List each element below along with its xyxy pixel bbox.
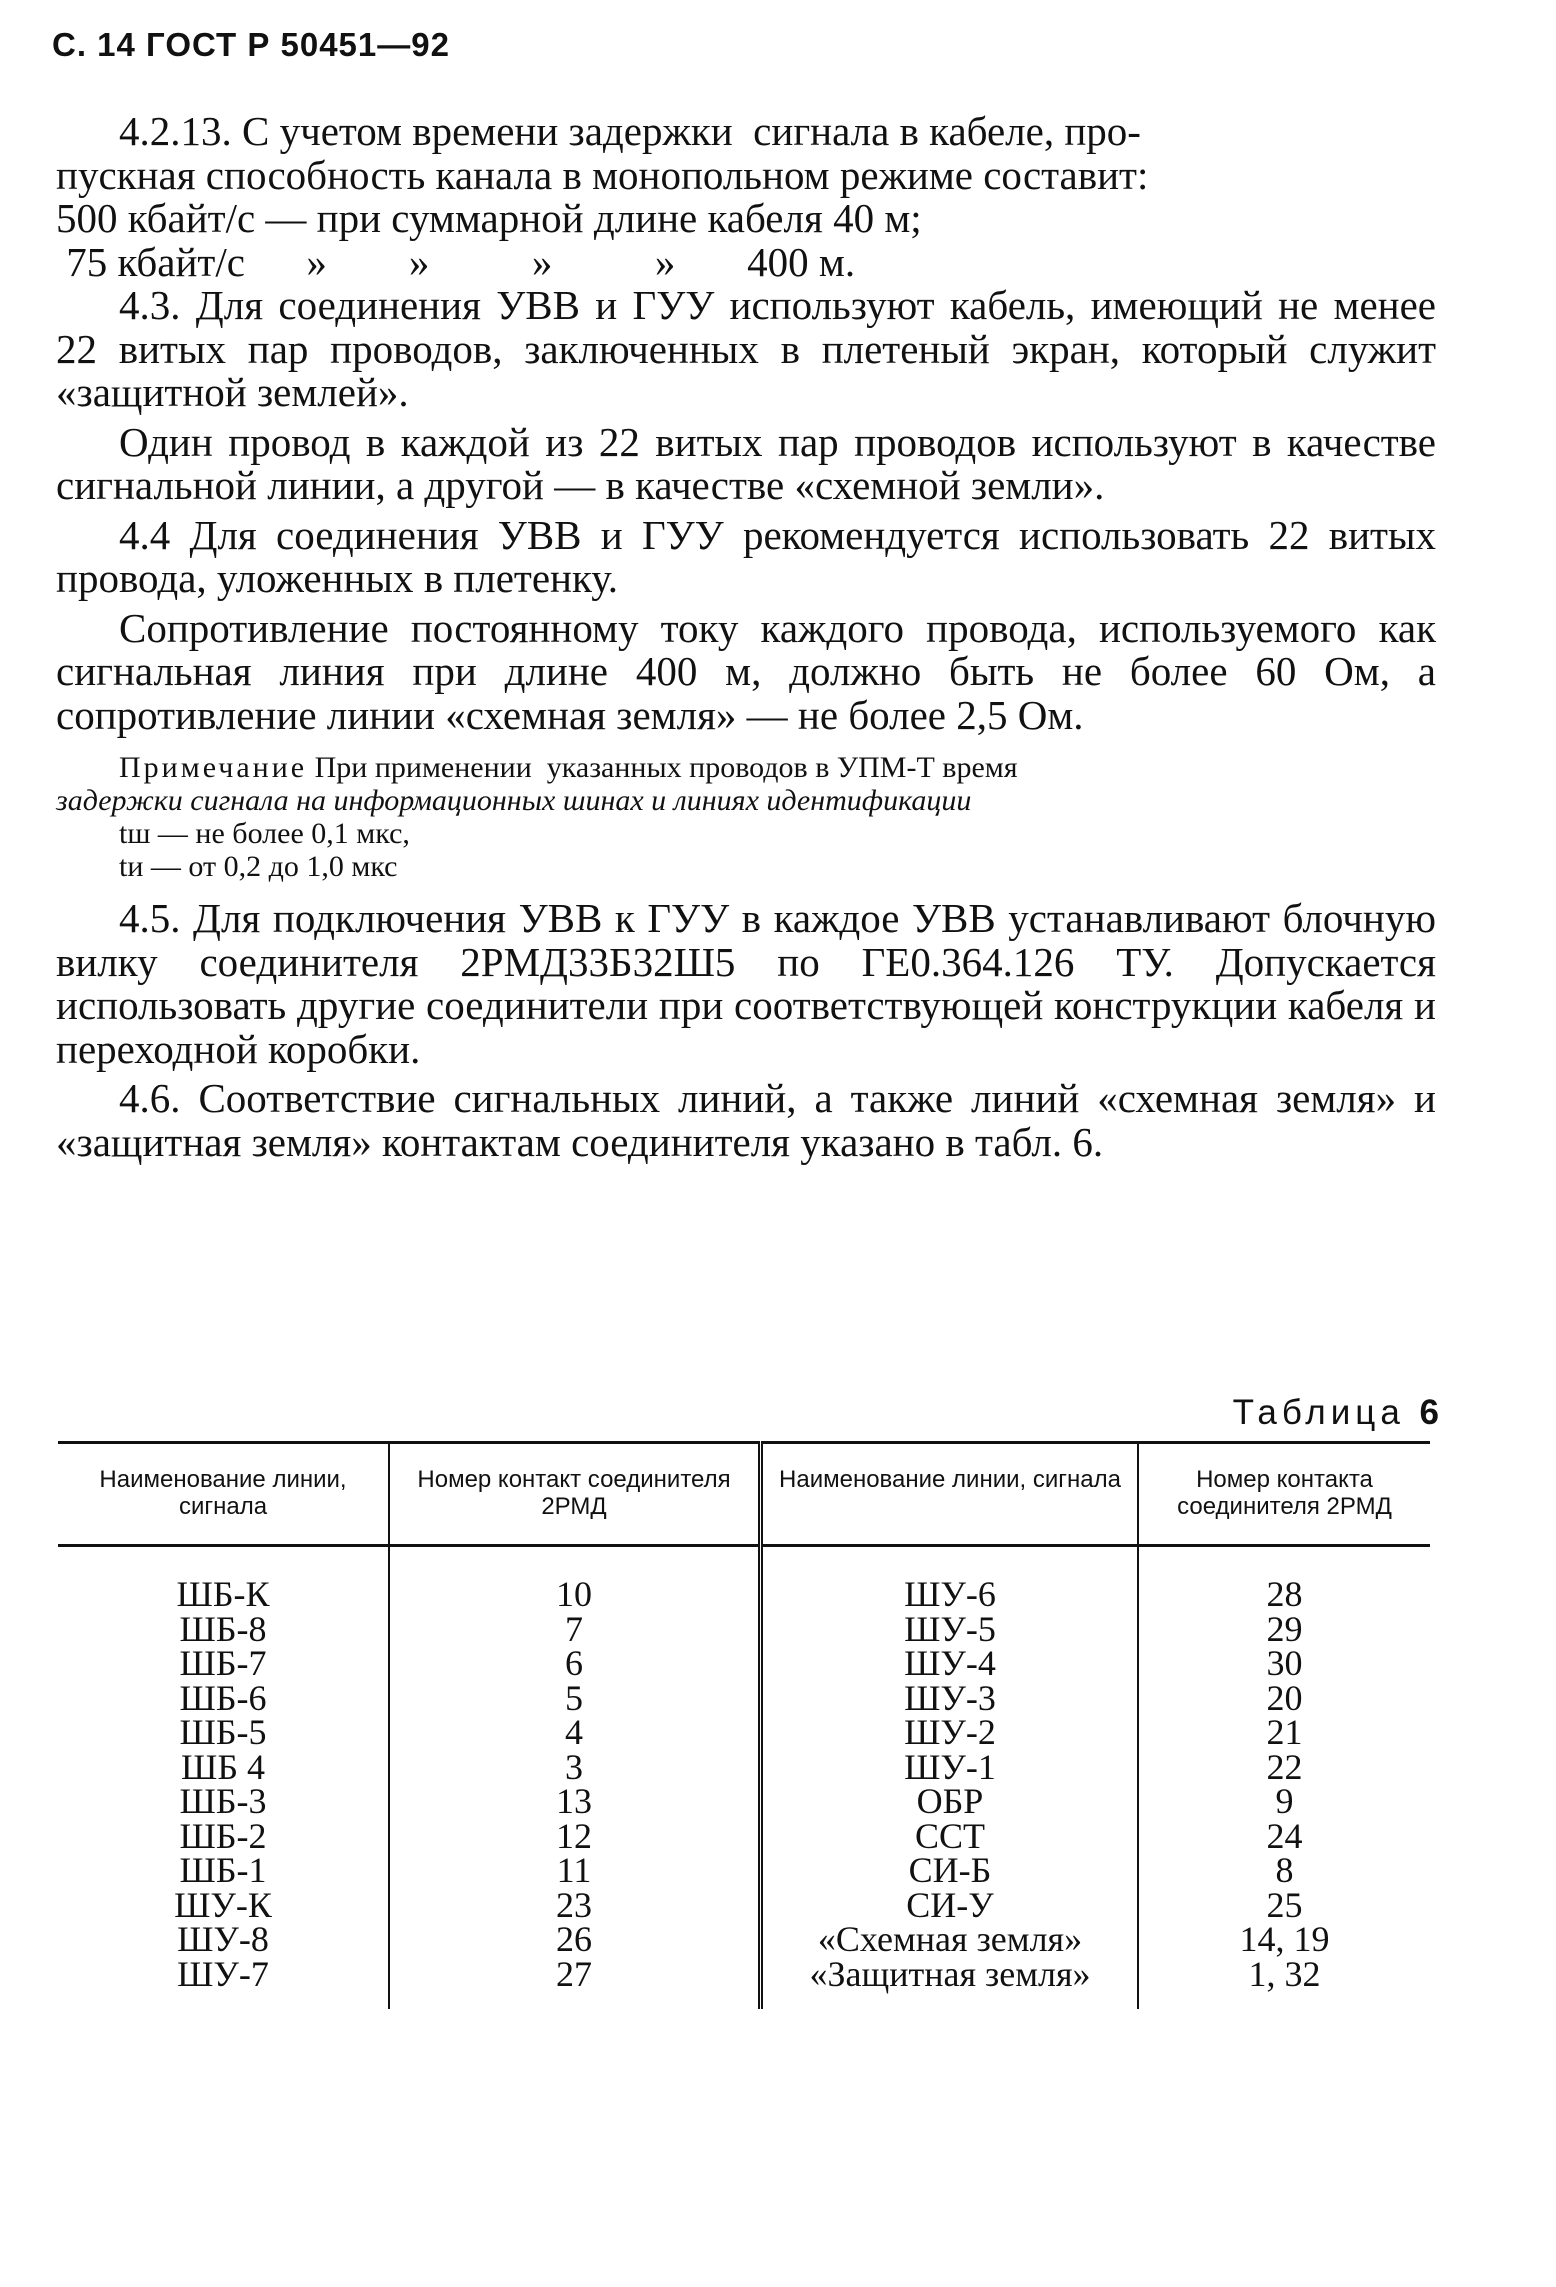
table-row bbox=[58, 1819, 1430, 1854]
para-4-2-13-line4: 75 кбайт/с » » » » 400 м. bbox=[56, 238, 856, 285]
para-4-3: 4.3. Для соединения УВВ и ГУУ используют кабель, имеющий не менее 22 витых пар проводов, заключенных в плетеный экран, который служит «защитной землей». bbox=[56, 282, 1436, 415]
table-6 bbox=[58, 1441, 1430, 2009]
table-row bbox=[58, 1957, 1430, 2010]
table-row bbox=[58, 1750, 1430, 1785]
table-row bbox=[58, 1888, 1430, 1923]
cell-signal-2: ШУ-6 bbox=[761, 1546, 1139, 1612]
cell-signal-1: ШУ-8 bbox=[58, 1922, 389, 1957]
col-header-contact-1: Номер контакт соединителя 2РМД bbox=[389, 1443, 761, 1546]
para-4-6: 4.6. Соответствие сигнальных линий, а также линий «схемная земля» и «защитная земля» контактам соединителя указано в табл. 6. bbox=[56, 1075, 1436, 1165]
cell-contact-2: 21 bbox=[1266, 1712, 1303, 1752]
para-4-2-13-line1: 4.2.13. С учетом времени задержки сигнала в кабеле, про- bbox=[119, 108, 1141, 154]
para-4-2-13 bbox=[56, 110, 1436, 284]
cell-contact-1: 27 bbox=[389, 1957, 761, 2010]
cell-signal-2: СИ-Б bbox=[761, 1853, 1139, 1888]
cell-contact-2: 29 bbox=[1266, 1608, 1303, 1649]
cell-contact-1: 12 bbox=[389, 1819, 761, 1854]
cell-contact-2: 22 bbox=[1266, 1746, 1303, 1787]
cell-contact-1: 7 bbox=[389, 1612, 761, 1647]
cell-signal-1: ШБ-7 bbox=[58, 1646, 389, 1681]
para-4-3-b: Один провод в каждой из 22 витых пар проводов используют в качестве сигнальной линии, а другой — в качестве «схемной земли». bbox=[56, 418, 1436, 508]
table-row bbox=[58, 1612, 1430, 1647]
table-caption bbox=[1233, 1393, 1439, 1433]
note-label: Примечание bbox=[119, 751, 308, 784]
cell-contact-1: 23 bbox=[389, 1888, 761, 1923]
table-row bbox=[58, 1646, 1430, 1681]
table-row bbox=[58, 1922, 1430, 1957]
cell-signal-1: ШУ-К bbox=[58, 1888, 389, 1923]
cell-contact-1: 5 bbox=[389, 1681, 761, 1716]
cell-contact-2: 30 bbox=[1266, 1643, 1303, 1683]
cell-signal-1: ШБ-1 bbox=[58, 1853, 389, 1888]
para-4-5: 4.5. Для подключения УВВ к ГУУ в каждое УВВ устанавливают блочную вилку соединителя 2РМД33Б32Ш5 по ГЕ0.364.126 ТУ. Допускается использовать другие соединители при соответствующей конструкции кабеля и переходной коробки. bbox=[56, 895, 1436, 1072]
cell-signal-2: ШУ-1 bbox=[761, 1750, 1139, 1785]
cell-contact-2: 25 bbox=[1266, 1884, 1303, 1925]
cell-signal-2: ШУ-4 bbox=[761, 1646, 1139, 1681]
note-line4: tи — от 0,2 до 1,0 мкс bbox=[119, 850, 398, 883]
cell-contact-1: 11 bbox=[389, 1853, 761, 1888]
cell-signal-2: «Защитная земля» bbox=[761, 1957, 1139, 2010]
note-line3: tш — не более 0,1 мкс, bbox=[119, 817, 410, 850]
cell-contact-2: 1, 32 bbox=[1248, 1953, 1321, 1994]
cell-signal-2: ССТ bbox=[761, 1819, 1139, 1854]
table-row bbox=[58, 1681, 1430, 1716]
note bbox=[56, 751, 1436, 883]
para-4-2-13-line2: пускная способность канала в монопольном режиме составит: bbox=[56, 151, 1149, 198]
note-text: При применении указанных проводов в УПМ-Т время bbox=[307, 751, 1018, 784]
table-row bbox=[58, 1546, 1430, 1612]
cell-signal-2: ШУ-3 bbox=[761, 1681, 1139, 1716]
page-header: С. 14 ГОСТ Р 50451—92 bbox=[52, 26, 450, 63]
cell-contact-2: 28 bbox=[1266, 1574, 1303, 1614]
cell-contact-2: 14, 19 bbox=[1239, 1919, 1330, 1959]
cell-signal-1: ШУ-7 bbox=[58, 1957, 389, 2010]
cell-signal-2: ОБР bbox=[761, 1784, 1139, 1819]
cell-contact-1: 13 bbox=[389, 1784, 761, 1819]
cell-signal-1: ШБ-6 bbox=[58, 1681, 389, 1716]
cell-signal-2: «Схемная земля» bbox=[761, 1922, 1139, 1957]
cell-contact-2: 8 bbox=[1275, 1850, 1294, 1890]
col-header-signal-2: Наименование линии, сигнала bbox=[761, 1443, 1139, 1546]
table-row bbox=[58, 1784, 1430, 1819]
cell-signal-1: ШБ-3 bbox=[58, 1784, 389, 1819]
para-4-4: 4.4 Для соединения УВВ и ГУУ рекомендуется использовать 22 витых провода, уложенных в плетенку. bbox=[56, 511, 1436, 601]
table-caption-word: Таблица bbox=[1232, 1393, 1405, 1432]
cell-contact-2: 20 bbox=[1266, 1677, 1303, 1718]
cell-signal-1: ШБ-К bbox=[58, 1546, 389, 1612]
cell-contact-2: 9 bbox=[1275, 1781, 1294, 1821]
note-line2: задержки сигнала на информационных шинах и линиях идентификации bbox=[56, 784, 972, 817]
cell-contact-1: 3 bbox=[389, 1750, 761, 1785]
table-row bbox=[58, 1853, 1430, 1888]
col-header-signal-1: Наименование линии, сигнала bbox=[58, 1443, 389, 1546]
cell-signal-2: ШУ-2 bbox=[761, 1715, 1139, 1750]
cell-contact-2: 24 bbox=[1266, 1815, 1303, 1856]
para-4-2-13-line3: 500 кбайт/с — при суммарной длине кабеля 40 м; bbox=[56, 195, 922, 241]
document-body bbox=[56, 110, 1436, 1164]
cell-contact-1: 10 bbox=[389, 1546, 761, 1612]
contacts-table bbox=[58, 1441, 1430, 2009]
table-row bbox=[58, 1715, 1430, 1750]
cell-signal-1: ШБ-5 bbox=[58, 1715, 389, 1750]
cell-signal-1: ШБ-8 bbox=[58, 1612, 389, 1647]
cell-signal-1: ШБ 4 bbox=[58, 1750, 389, 1785]
cell-signal-2: СИ-У bbox=[761, 1888, 1139, 1923]
col-header-contact-2: Номер контакта соединителя 2РМД bbox=[1177, 1466, 1392, 1520]
para-4-4-b: Сопротивление постоянному току каждого провода, используемого как сигнальная линия при длине 400 м, должно быть не более 60 Ом, а сопротивление линии «схемная земля» — не более 2,5 Ом. bbox=[56, 604, 1436, 738]
cell-contact-1: 26 bbox=[389, 1922, 761, 1957]
table-body bbox=[58, 1546, 1430, 2010]
cell-signal-1: ШБ-2 bbox=[58, 1819, 389, 1854]
cell-contact-1: 6 bbox=[389, 1646, 761, 1681]
table-caption-number: 6 bbox=[1419, 1393, 1439, 1432]
table-header-row bbox=[58, 1443, 1430, 1546]
cell-signal-2: ШУ-5 bbox=[761, 1612, 1139, 1647]
cell-contact-1: 4 bbox=[389, 1715, 761, 1750]
